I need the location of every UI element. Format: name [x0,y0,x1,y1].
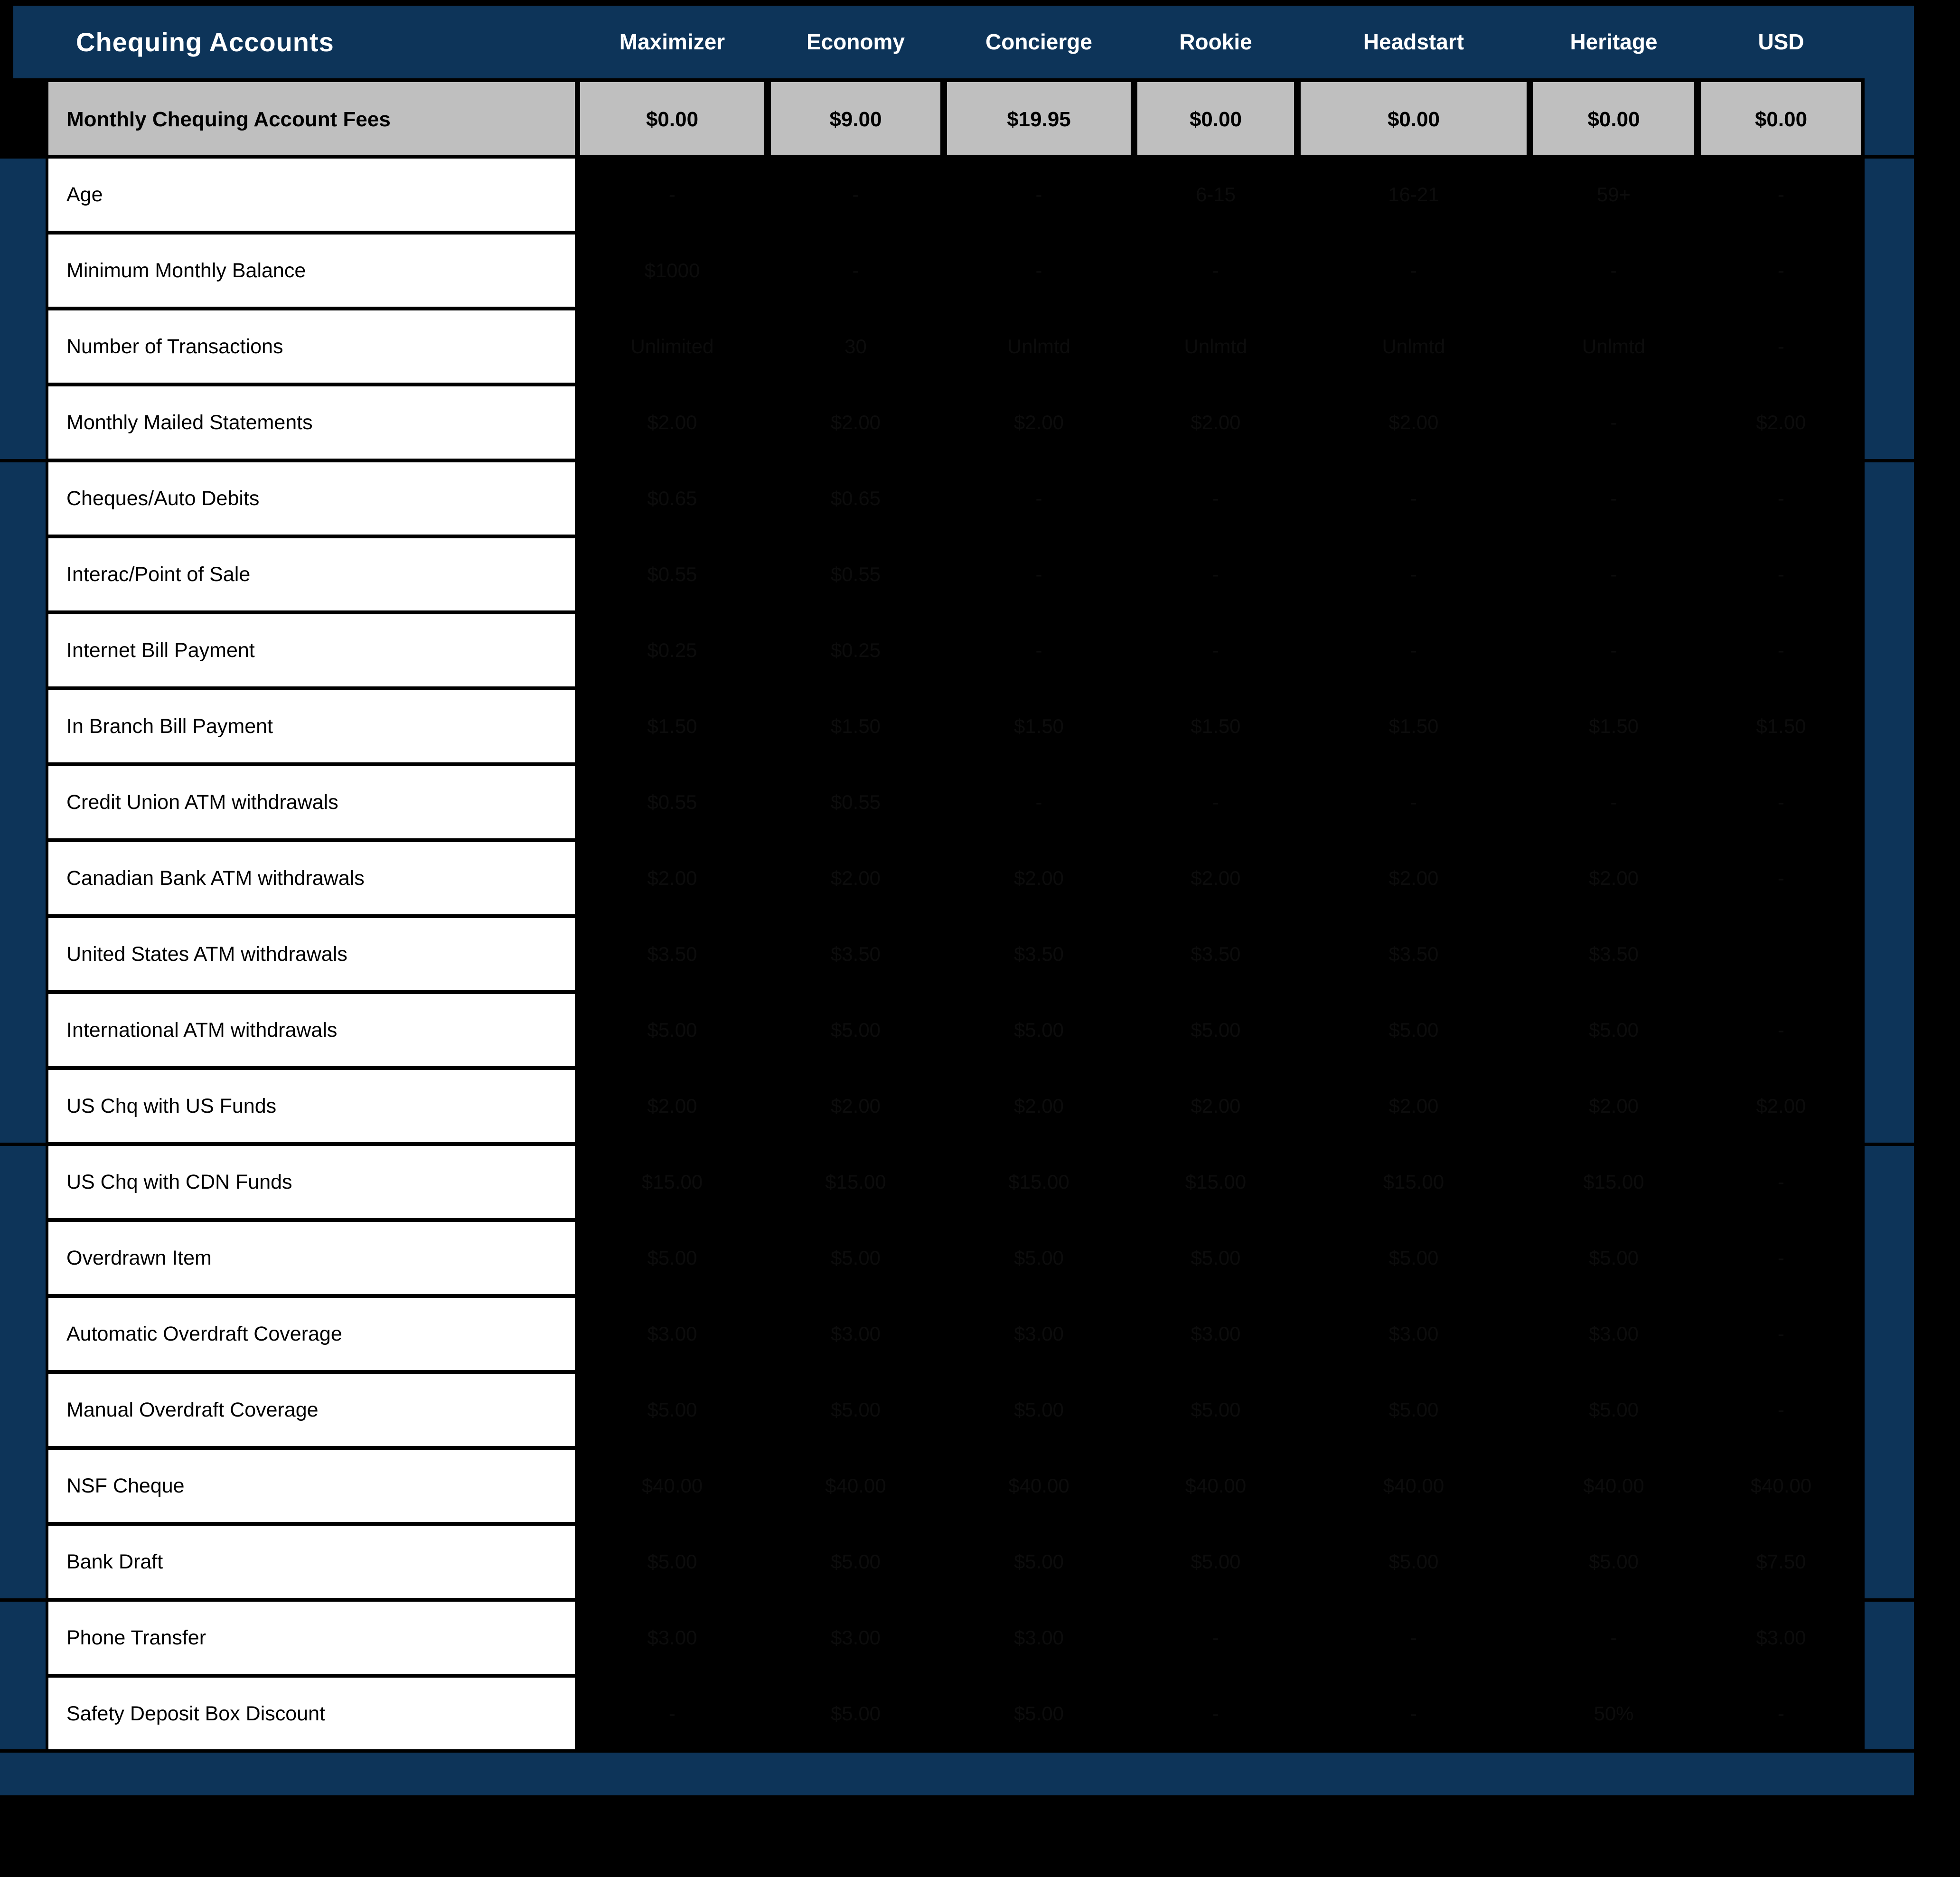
cell-value: $5.00 [830,1019,881,1041]
cell-value: $2.00 [1388,411,1439,433]
cell-value: $2.00 [1013,1095,1064,1117]
cell-value: $1.50 [1588,715,1639,737]
cell-value: $0.65 [830,487,881,509]
fees-value-heritage: $0.00 [1533,82,1694,157]
cell-value: $5.00 [1013,1702,1064,1725]
cell-value: $5.00 [1191,1019,1241,1041]
cell-value: $2.00 [1756,1095,1806,1117]
cell-value: $2.00 [830,867,881,889]
row-label: US Chq with US Funds [48,1070,575,1142]
fees-value-rookie: $0.00 [1137,82,1294,157]
cell-value: $0.25 [830,639,881,661]
cell-value: - [1212,791,1219,813]
cell-value: $3.00 [1013,1323,1064,1345]
cell-value: $40.00 [1750,1474,1812,1497]
row-label: NSF Cheque [48,1450,575,1522]
cell-value: $5.00 [1388,1247,1439,1269]
cell-value: $5.00 [1588,1247,1639,1269]
cell-value: $3.50 [1191,943,1241,965]
row-label: Number of Transactions [48,310,575,383]
cell-value: $0.55 [647,791,697,813]
row-label: Automatic Overdraft Coverage [48,1298,575,1370]
top-border [0,0,1960,6]
cell-value: $2.00 [830,1095,881,1117]
cell-value: - [1410,1702,1417,1725]
cell-value: $5.00 [1191,1247,1241,1269]
cell-value: $3.00 [1388,1323,1439,1345]
cell-value: $5.00 [1191,1550,1241,1573]
cell-value: $7.50 [1756,1550,1806,1573]
cell-value: Unlmtd [1007,335,1071,357]
cell-value: - [1610,411,1617,433]
cell-value: $40.00 [1008,1474,1069,1497]
cell-value: - [1778,1398,1784,1421]
cell-value: - [1212,1626,1219,1649]
cell-value: $2.00 [1756,411,1806,433]
row-label: Age [48,159,575,231]
cell-value: $5.00 [1013,1247,1064,1269]
row-label: Bank Draft [48,1526,575,1598]
cell-value: $15.00 [1185,1171,1247,1193]
column-header-economy: Economy [806,29,905,54]
top-left-corner-2 [13,78,46,157]
cell-value: $5.00 [830,1398,881,1421]
cell-value: $5.00 [647,1019,697,1041]
cell-value: $2.00 [1388,1095,1439,1117]
cell-value: - [1035,639,1042,661]
column-header-usd: USD [1758,29,1804,54]
cell-value: $2.00 [1191,411,1241,433]
cell-value: $15.00 [825,1171,886,1193]
cell-value: $5.00 [1013,1550,1064,1573]
cell-value: $3.00 [1588,1323,1639,1345]
cell-value: $0.25 [647,639,697,661]
cell-value: - [1035,183,1042,206]
cell-value: - [1778,1019,1784,1041]
cell-value: $2.00 [647,867,697,889]
cell-value: $3.00 [1191,1323,1241,1345]
cell-value: - [669,1702,675,1725]
cell-value: - [1610,1626,1617,1649]
cell-value: $40.00 [641,1474,703,1497]
row-label: Canadian Bank ATM withdrawals [48,842,575,914]
cell-value: $40.00 [1185,1474,1247,1497]
cell-value: $2.00 [1013,867,1064,889]
cell-value: $3.00 [1756,1626,1806,1649]
cell-value: $3.00 [647,1323,697,1345]
cell-value [1697,918,1865,990]
cell-value: - [1778,335,1784,357]
row-label: Overdrawn Item [48,1222,575,1294]
row-label: US Chq with CDN Funds [48,1146,575,1218]
top-left-corner [0,6,13,157]
cell-value: $1000 [644,259,700,282]
fees-value-economy: $9.00 [771,82,940,157]
cell-value: - [1778,183,1784,206]
cell-value: - [1778,867,1784,889]
cell-value: $0.65 [647,487,697,509]
cell-value: $5.00 [647,1550,697,1573]
cell-value: - [1778,1323,1784,1345]
cell-value: - [1778,1702,1784,1725]
cell-value: $5.00 [1588,1019,1639,1041]
cell-value: Unlimited [630,335,714,357]
cell-value: $2.00 [647,411,697,433]
cell-value: - [1212,1702,1219,1725]
cell-value: $2.00 [1388,867,1439,889]
cell-value: - [1778,791,1784,813]
fees-value-maximizer: $0.00 [580,82,764,157]
cell-value: - [1212,563,1219,585]
cell-value: 16-21 [1388,183,1439,206]
row-label: Internet Bill Payment [48,614,575,686]
row-label: Phone Transfer [48,1602,575,1674]
cell-value: $3.00 [830,1626,881,1649]
cell-value: $3.00 [647,1626,697,1649]
row-label: In Branch Bill Payment [48,690,575,762]
row-label: Interac/Point of Sale [48,538,575,610]
cell-value: 50% [1594,1702,1634,1725]
cell-value: $2.00 [1588,867,1639,889]
cell-value: $15.00 [1008,1171,1069,1193]
cell-value: - [1610,563,1617,585]
bottom-border [0,1795,1960,1877]
cell-value: 59+ [1596,183,1631,206]
cell-value: $5.00 [1588,1550,1639,1573]
cell-value: $15.00 [1583,1171,1644,1193]
separator-line [0,155,1914,159]
cell-value: $1.50 [1388,715,1439,737]
cell-value: - [669,183,675,206]
cell-value: $5.00 [1013,1019,1064,1041]
cell-value: - [852,183,859,206]
cell-value: $0.55 [830,563,881,585]
cell-value: 30 [844,335,867,357]
cell-value: - [1410,1626,1417,1649]
cell-value: $3.00 [830,1323,881,1345]
cell-value: 6-15 [1195,183,1236,206]
cell-value: Unlmtd [1382,335,1445,357]
cell-value: $3.50 [830,943,881,965]
cell-value: $40.00 [1583,1474,1644,1497]
cell-value: - [1035,791,1042,813]
separator-line [0,1143,1914,1146]
cell-value: $0.55 [647,563,697,585]
cell-value: - [1410,563,1417,585]
cell-value: - [852,259,859,282]
column-header-headstart: Headstart [1363,29,1464,54]
cell-value: $2.00 [1191,1095,1241,1117]
row-label: Monthly Mailed Statements [48,386,575,459]
cell-value: $5.00 [830,1550,881,1573]
fees-value-headstart: $0.00 [1301,82,1527,157]
row-label: Minimum Monthly Balance [48,235,575,307]
cell-value: - [1212,487,1219,509]
cell-value: - [1212,259,1219,282]
row-label: International ATM withdrawals [48,994,575,1066]
cell-value: $5.00 [647,1247,697,1269]
cell-value: $5.00 [830,1247,881,1269]
cell-value: $5.00 [1388,1398,1439,1421]
cell-value: - [1610,791,1617,813]
column-header-heritage: Heritage [1570,29,1658,54]
cell-value: - [1410,791,1417,813]
separator-line [0,459,1914,462]
cell-value: $5.00 [1388,1019,1439,1041]
cell-value: $3.50 [647,943,697,965]
cell-value: $5.00 [1588,1398,1639,1421]
cell-value: - [1778,487,1784,509]
cell-value: $3.50 [1388,943,1439,965]
cell-value: - [1778,639,1784,661]
cell-value: $1.50 [1191,715,1241,737]
cell-value: - [1610,639,1617,661]
cell-value: $40.00 [1383,1474,1444,1497]
cell-value: - [1410,259,1417,282]
cell-value: - [1778,1247,1784,1269]
cell-value: $5.00 [1388,1550,1439,1573]
cell-value: $1.50 [1013,715,1064,737]
cell-value: $15.00 [641,1171,703,1193]
cell-value: Unlmtd [1184,335,1247,357]
column-header-maximizer: Maximizer [619,29,725,54]
cell-value: - [1035,563,1042,585]
cell-value: - [1212,639,1219,661]
cell-value: $5.00 [830,1702,881,1725]
cell-value: $5.00 [647,1398,697,1421]
fees-row-label: Monthly Chequing Account Fees [48,82,575,157]
cell-value: $3.50 [1013,943,1064,965]
cell-value: $40.00 [825,1474,886,1497]
cell-value: - [1610,487,1617,509]
cell-value: $5.00 [1013,1398,1064,1421]
cell-value: $2.00 [1013,411,1064,433]
cell-value: - [1610,259,1617,282]
row-label: United States ATM withdrawals [48,918,575,990]
cell-value: $1.50 [647,715,697,737]
row-label: Cheques/Auto Debits [48,462,575,535]
fees-value-concierge: $19.95 [947,82,1131,157]
cell-value: $2.00 [1191,867,1241,889]
cell-value: - [1035,487,1042,509]
row-label: Safety Deposit Box Discount [48,1678,575,1750]
right-border [1914,0,1960,1877]
cell-value: $15.00 [1383,1171,1444,1193]
cell-value: $3.00 [1013,1626,1064,1649]
cell-value: $1.50 [1756,715,1806,737]
cell-value: - [1035,259,1042,282]
cell-value: $2.00 [1588,1095,1639,1117]
cell-value: $2.00 [830,411,881,433]
cell-value: - [1410,639,1417,661]
cell-value: $5.00 [1191,1398,1241,1421]
row-label: Credit Union ATM withdrawals [48,766,575,838]
page-title: Chequing Accounts [76,27,334,57]
cell-value: - [1778,563,1784,585]
separator-line [0,1749,1914,1753]
column-header-concierge: Concierge [985,29,1092,54]
cell-value: $1.50 [830,715,881,737]
column-header-rookie: Rookie [1179,29,1252,54]
cell-value: - [1778,259,1784,282]
cell-value: Unlmtd [1582,335,1646,357]
cell-value: - [1778,1171,1784,1193]
cell-value: $2.00 [647,1095,697,1117]
separator-line [0,1598,1914,1602]
cell-value: $0.55 [830,791,881,813]
cell-value: $3.50 [1588,943,1639,965]
fees-value-usd: $0.00 [1701,82,1861,157]
row-label: Manual Overdraft Coverage [48,1374,575,1446]
cell-value: - [1410,487,1417,509]
